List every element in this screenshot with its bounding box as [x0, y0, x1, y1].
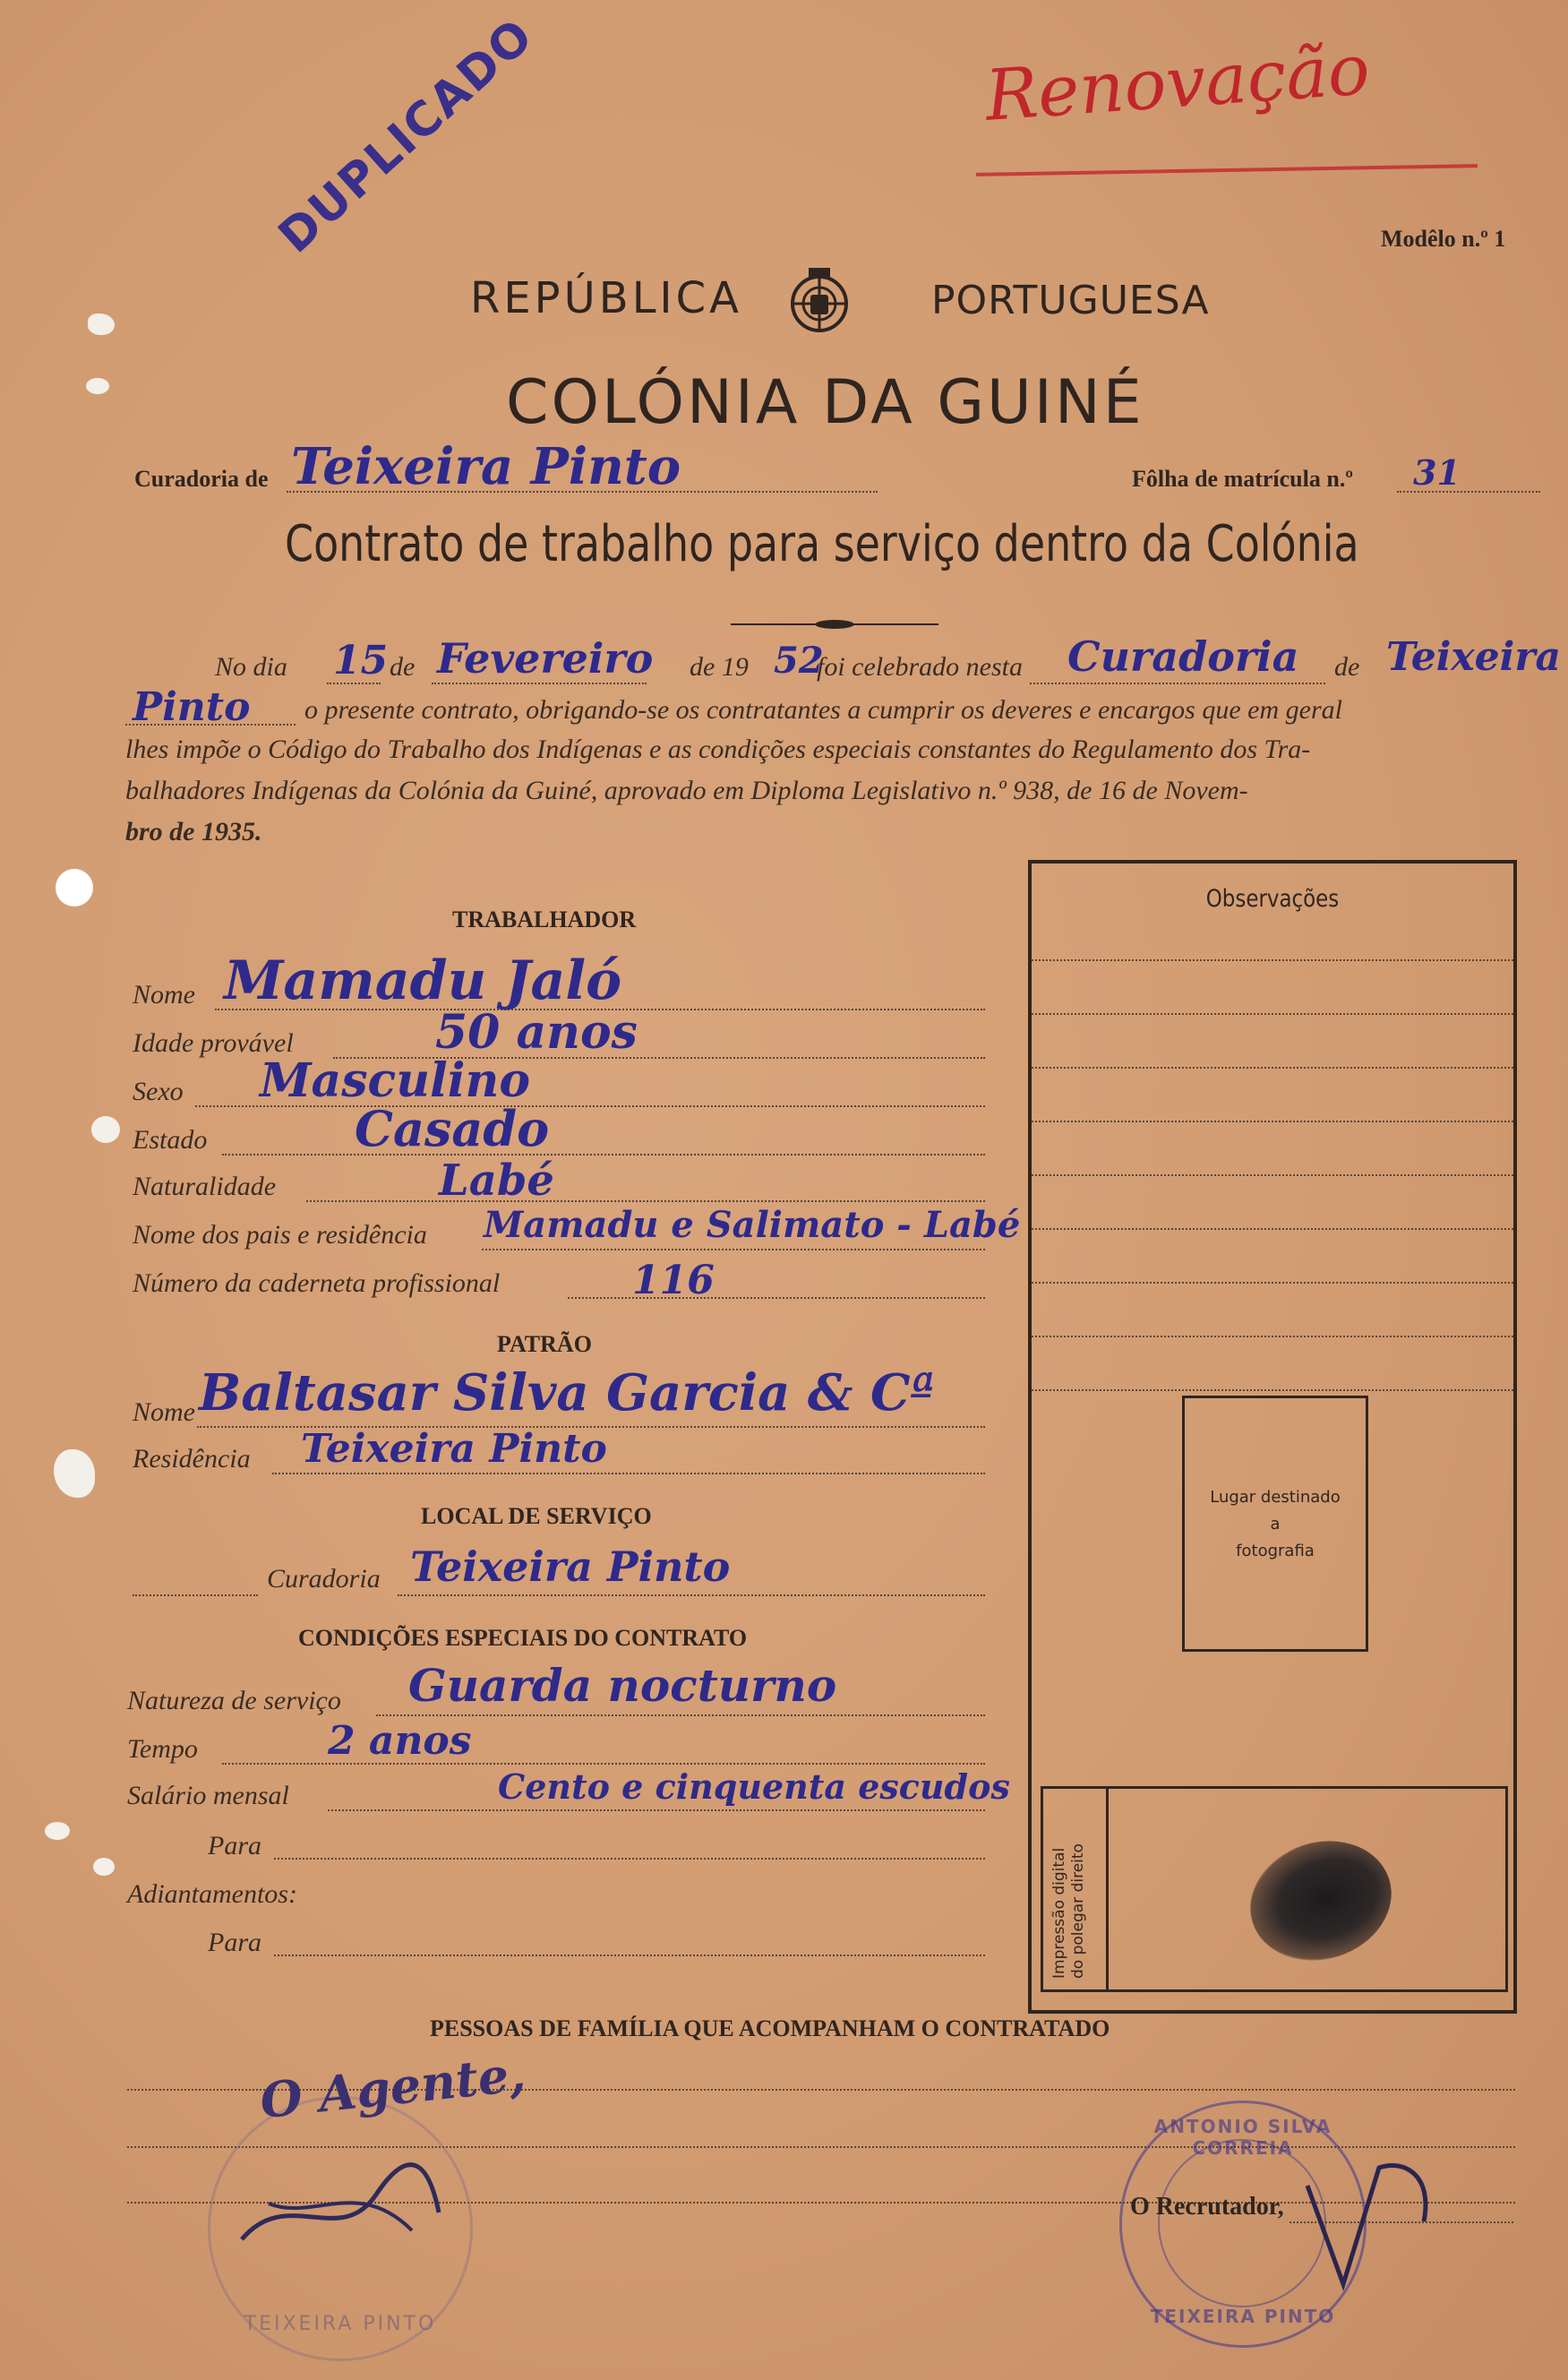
agent-signature-scribble: [233, 2150, 448, 2257]
fingerprint-label-1: Impressão digital: [1050, 1847, 1068, 1979]
fingerprint-label-2: do polegar direito: [1069, 1843, 1087, 1979]
intro-day: 15: [333, 638, 389, 683]
photo-box-label-1: Lugar destinado: [1210, 1488, 1341, 1507]
residencia-value: Teixeira Pinto: [301, 1426, 607, 1472]
torn-edge-mark: [54, 1449, 95, 1498]
folha-value: 31: [1413, 452, 1461, 493]
familia-heading: PESSOAS DE FAMÍLIA QUE ACOMPANHAM O CONTRATADO: [430, 2015, 1110, 2041]
naturalidade-value: Labé: [439, 1156, 554, 1206]
intro-line5: bro de 1935.: [125, 817, 262, 846]
fingerprint-label: [1043, 1789, 1109, 1989]
recruiter-stamp-subtext: TEIXEIRA PINTO: [1150, 2306, 1336, 2327]
model-number: Modêlo n.º 1: [1381, 226, 1506, 252]
sexo-value: Masculino: [260, 1053, 530, 1108]
intro-place3: Pinto: [133, 684, 251, 730]
residencia-line: [272, 1473, 985, 1474]
caderneta-value: 116: [632, 1258, 715, 1303]
intro-place3-line: [125, 724, 296, 726]
intro-line4: balhadores Indígenas da Colónia da Guiné, aprovado em Diploma Legislativo n.º 938, de 16 de Novem-: [125, 776, 1248, 805]
naturalidade-label: Naturalidade: [133, 1172, 277, 1201]
idade-value: 50 anos: [435, 1005, 638, 1060]
republica-label: REPÚBLICA: [470, 273, 742, 323]
nome-value: Mamadu Jaló: [224, 949, 622, 1012]
local-heading: LOCAL DE SERVIÇO: [421, 1503, 652, 1529]
photo-box: [1182, 1396, 1368, 1652]
recruiter-signature-scribble: [1290, 2150, 1442, 2293]
intro-place1: Curadoria: [1067, 632, 1299, 681]
photo-box-label-2: a: [1270, 1515, 1281, 1534]
recruiter-stamp-text: ANTONIO SILVA CORREIA: [1153, 2116, 1332, 2159]
local-curadoria-line: [398, 1594, 985, 1596]
estado-value: Casado: [355, 1100, 550, 1157]
para2-line: [274, 1955, 985, 1956]
tempo-label: Tempo: [127, 1734, 198, 1764]
local-curadoria-value: Teixeira Pinto: [410, 1542, 731, 1591]
natureza-label: Natureza de serviço: [127, 1686, 341, 1715]
salario-label: Salário mensal: [127, 1781, 289, 1810]
portuguesa-label: PORTUGUESA: [931, 278, 1210, 323]
torn-edge-mark: [86, 378, 109, 394]
colonia-heading: COLÓNIA DA GUINÉ: [506, 367, 1144, 438]
duplicado-stamp: DUPLICADO: [269, 8, 544, 264]
intro-month-line: [432, 683, 647, 684]
torn-edge-mark: [91, 1116, 120, 1143]
intro-de-year: de 19: [690, 652, 749, 682]
intro-place-line: [1030, 683, 1325, 684]
torn-edge-mark: [93, 1858, 115, 1876]
caderneta-line: [568, 1297, 985, 1299]
observacoes-box: [1028, 860, 1517, 2014]
tempo-value: 2 anos: [328, 1718, 472, 1764]
renovacao-underline: [976, 164, 1478, 176]
curadoria-label: Curadoria de: [134, 466, 269, 492]
intro-year: 52: [774, 640, 824, 682]
natureza-value: Guarda nocturno: [408, 1659, 837, 1712]
condicoes-heading: CONDIÇÕES ESPECIAIS DO CONTRATO: [298, 1625, 748, 1651]
folha-label: Fôlha de matrícula n.º: [1132, 466, 1353, 492]
sexo-label: Sexo: [133, 1077, 184, 1106]
trabalhador-heading: TRABALHADOR: [452, 906, 637, 932]
agent-signature: O Agente,: [257, 2044, 528, 2130]
adiantamentos-label: Adiantamentos:: [127, 1879, 297, 1909]
para1-label: Para: [208, 1831, 261, 1860]
coat-of-arms-icon: [784, 264, 855, 336]
patrao-nome-value: Baltasar Silva Garcia & Cª: [199, 1363, 935, 1422]
caderneta-label: Número da caderneta profissional: [133, 1268, 501, 1298]
contract-title: Contrato de trabalho para serviço dentro da Colónia: [285, 515, 1359, 573]
idade-label: Idade provável: [133, 1028, 294, 1058]
nome-label: Nome: [133, 980, 195, 1010]
para2-label: Para: [208, 1928, 261, 1957]
torn-edge-mark: [88, 314, 115, 335]
estado-label: Estado: [133, 1125, 208, 1155]
intro-no-dia: No dia: [215, 652, 287, 682]
intro-month: Fevereiro: [437, 634, 654, 683]
fingerprint-mark: [1235, 1823, 1407, 1978]
salario-line: [328, 1809, 985, 1811]
torn-edge-mark: [45, 1822, 70, 1840]
estado-line: [222, 1154, 985, 1156]
punch-hole: [56, 869, 93, 906]
pais-label: Nome dos pais e residência: [133, 1220, 427, 1250]
title-ornament: [731, 618, 938, 629]
local-curadoria-label: Curadoria: [267, 1564, 381, 1594]
fingerprint-box: [1041, 1786, 1508, 1992]
pais-line: [482, 1249, 985, 1250]
intro-line3: lhes impõe o Código do Trabalho dos Indígenas e as condições especiais constantes do Regulamento dos Tra-: [125, 735, 1311, 764]
patrao-nome-label: Nome: [133, 1397, 195, 1427]
intro-de2: de: [1334, 652, 1360, 682]
salario-value: Cento e cinquenta escudos: [498, 1766, 1010, 1807]
pais-value: Mamadu e Salimato - Labé: [484, 1204, 1021, 1246]
agent-stamp-text: TEIXEIRA PINTO: [244, 2313, 437, 2335]
intro-celebrado: foi celebrado nesta: [817, 652, 1023, 682]
local-leader-line: [133, 1594, 258, 1596]
natureza-line: [376, 1714, 985, 1716]
patrao-heading: PATRÃO: [497, 1331, 592, 1357]
intro-de1: de: [390, 652, 416, 682]
photo-box-label-3: fotografia: [1236, 1542, 1315, 1560]
para1-line: [274, 1858, 985, 1860]
naturalidade-line: [306, 1200, 985, 1202]
intro-line2: o presente contrato, obrigando-se os contratantes a cumprir os deveres e encargos que em geral: [304, 695, 1342, 725]
residencia-label: Residência: [133, 1444, 251, 1474]
renovacao-annotation: Renovação: [976, 43, 1478, 186]
recrutador-label: O Recrutador,: [1130, 2193, 1284, 2221]
intro-place2: Teixeira: [1386, 634, 1562, 680]
observacoes-heading: Observações: [1205, 885, 1340, 913]
curadoria-value: Teixeira Pinto: [291, 437, 681, 496]
